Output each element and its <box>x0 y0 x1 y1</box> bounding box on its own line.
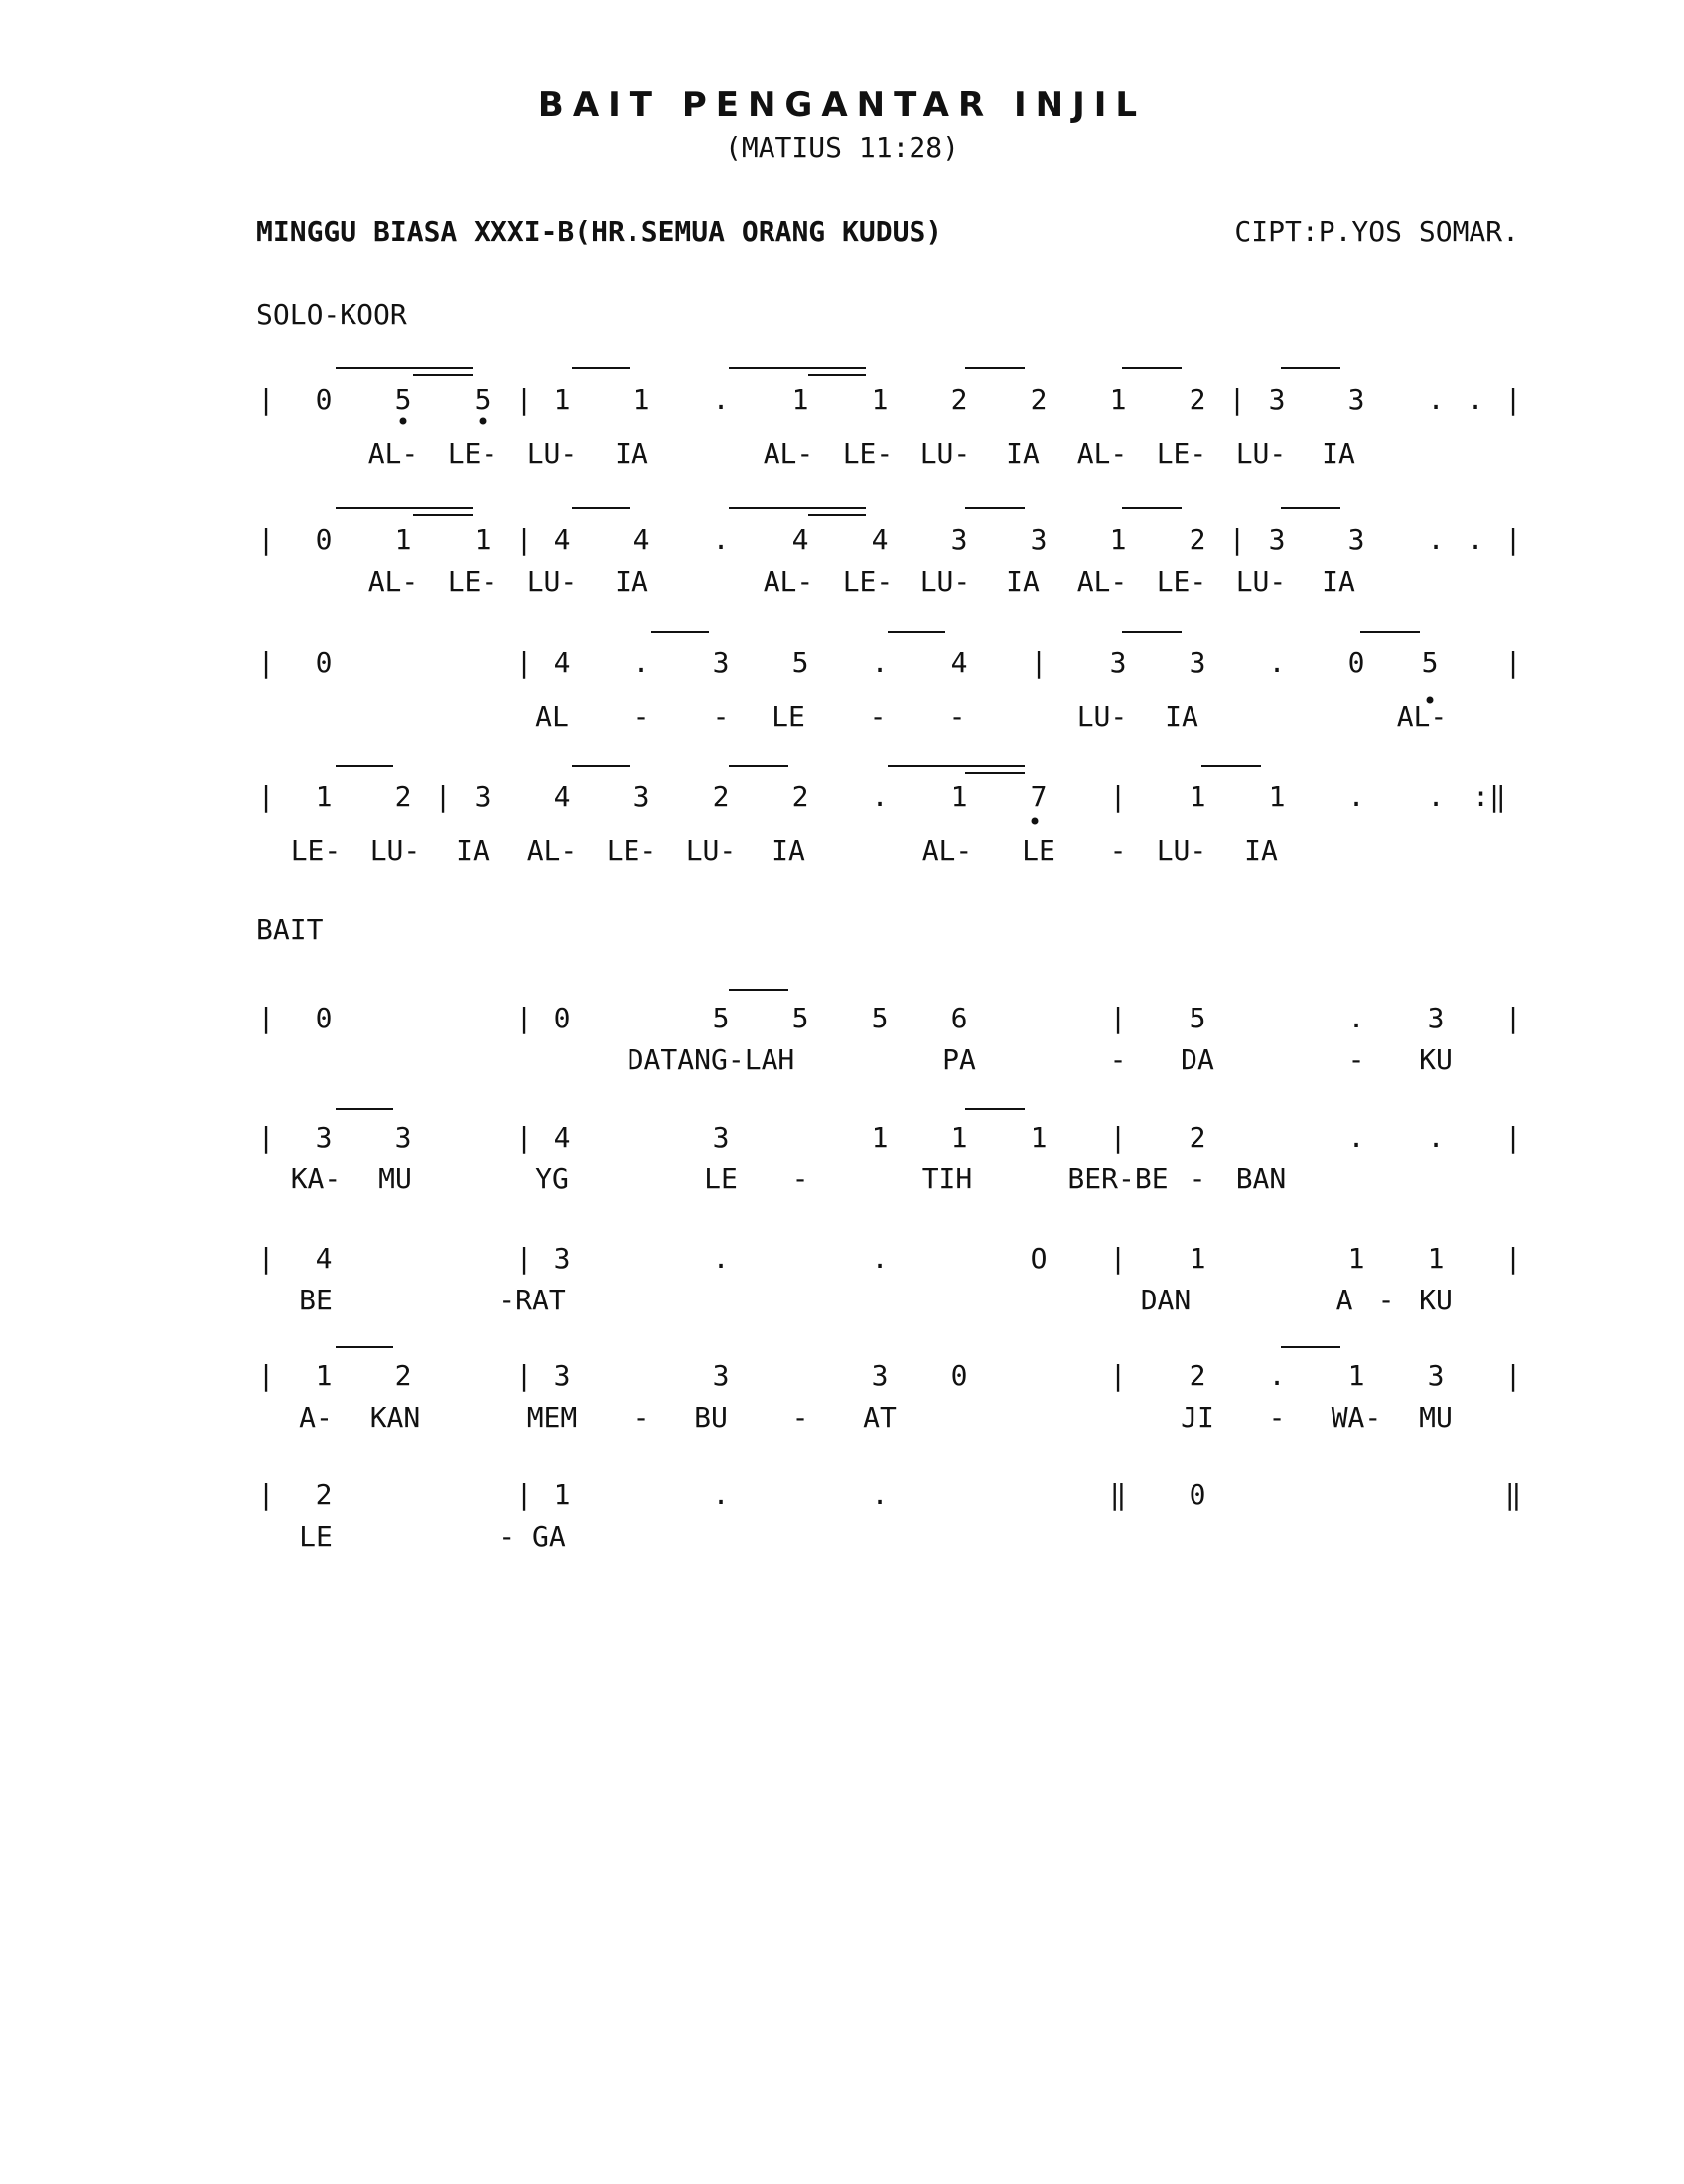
lyric-syllable: KAN <box>369 1401 421 1433</box>
note: 2 <box>791 780 809 813</box>
lyric-syllable: BAN <box>1235 1162 1287 1195</box>
barline: | <box>515 1478 533 1511</box>
barline: | <box>515 383 533 416</box>
system-1 <box>258 383 1522 470</box>
note: 3 <box>712 1359 730 1392</box>
note: 3 <box>394 1121 412 1154</box>
lyric-syllable: AL- <box>1076 565 1128 598</box>
scripture-reference: (MATIUS 11:28) <box>724 131 959 164</box>
barline: | <box>1504 1359 1522 1392</box>
system-7 <box>258 1242 1522 1316</box>
lyric-syllable: LU- <box>1156 834 1207 867</box>
note: . <box>1427 523 1445 556</box>
note: 3 <box>1268 383 1286 416</box>
note: 0 <box>315 523 333 556</box>
lyric-syllable: LE <box>1022 834 1055 867</box>
barline: | <box>1228 523 1246 556</box>
note: 4 <box>315 1242 333 1275</box>
lyric-syllable: MU <box>378 1162 412 1195</box>
lyric-syllable: - GA <box>498 1520 566 1553</box>
note: 1 <box>474 523 491 556</box>
note: 1 <box>950 1121 968 1154</box>
note: 3 <box>553 1359 571 1392</box>
note: 1 <box>394 523 412 556</box>
note: 4 <box>553 646 571 679</box>
note: 1 <box>553 383 571 416</box>
octave-dots <box>400 418 1434 825</box>
lyric-syllable: - <box>791 1162 809 1195</box>
note: 5 <box>1421 646 1439 679</box>
lyric-syllable: - <box>1377 1284 1395 1316</box>
lyric-syllable: LE- <box>606 834 657 867</box>
lyric-syllable: JI <box>1181 1401 1214 1433</box>
note: 1 <box>1347 1359 1365 1392</box>
note: 3 <box>1030 523 1048 556</box>
system-4 <box>258 780 1506 867</box>
note: 3 <box>632 780 650 813</box>
lyric-syllable: MU <box>1419 1401 1453 1433</box>
barline: | <box>257 1002 275 1034</box>
barline: | <box>1109 1359 1127 1392</box>
note: 5 <box>791 1002 809 1034</box>
lyric-syllable: AL- <box>1076 437 1128 470</box>
lyric-syllable: DAN <box>1140 1284 1192 1316</box>
note: 3 <box>1347 523 1365 556</box>
note: 0 <box>315 383 333 416</box>
note: . <box>712 383 730 416</box>
note: 4 <box>871 523 889 556</box>
note: 1 <box>1109 523 1127 556</box>
lyric-syllable: AL- <box>921 834 973 867</box>
note: . <box>1467 383 1484 416</box>
lyric-syllable: LE <box>299 1520 333 1553</box>
note: 3 <box>712 1121 730 1154</box>
lyric-syllable: - <box>632 1401 650 1433</box>
lyric-syllable: YG <box>535 1162 569 1195</box>
barline: | <box>257 1121 275 1154</box>
lyric-syllable: TIH <box>921 1162 973 1195</box>
lyric-syllable: IA <box>1006 565 1040 598</box>
note: 3 <box>1427 1359 1445 1392</box>
lyric-syllable: AL- <box>367 565 419 598</box>
system-5 <box>258 1002 1522 1076</box>
barline: | <box>257 780 275 813</box>
lyric-syllable: WA- <box>1331 1401 1382 1433</box>
barline: | <box>1109 1121 1127 1154</box>
note: 1 <box>950 780 968 813</box>
barline: | <box>257 383 275 416</box>
lyric-syllable: IA <box>1322 565 1355 598</box>
lyric-syllable: IA <box>615 565 648 598</box>
composer-label: CIPT:P.YOS SOMAR. <box>1234 215 1519 248</box>
note: 1 <box>791 383 809 416</box>
lyric-syllable: IA <box>615 437 648 470</box>
lyric-syllable: - <box>632 700 650 733</box>
lyric-syllable: - <box>712 700 730 733</box>
lyric-syllable: A <box>1335 1284 1353 1316</box>
barline: | <box>515 1242 533 1275</box>
note: 2 <box>394 780 412 813</box>
lyric-syllable: LE <box>772 700 805 733</box>
barline: | <box>515 1359 533 1392</box>
barline: | <box>257 646 275 679</box>
barline: | <box>515 646 533 679</box>
lyric-syllable: A- <box>299 1401 333 1433</box>
note: 0 <box>950 1359 968 1392</box>
lyric-syllable: LU- <box>919 565 971 598</box>
barline: ‖ <box>1504 1478 1522 1511</box>
barline: | <box>1504 646 1522 679</box>
lyric-syllable: KA- <box>290 1162 342 1195</box>
note: 5 <box>712 1002 730 1034</box>
note: 3 <box>474 780 491 813</box>
section-label-solo-koor: SOLO-KOOR <box>256 298 407 331</box>
system-3 <box>258 646 1522 733</box>
barline: | <box>1030 646 1048 679</box>
barline: | <box>257 1359 275 1392</box>
note: 4 <box>632 523 650 556</box>
note: 2 <box>1189 1121 1206 1154</box>
lyric-syllable: AL- <box>763 437 814 470</box>
lyric-syllable: KU <box>1419 1043 1453 1076</box>
system-2 <box>258 523 1522 598</box>
note: 2 <box>950 383 968 416</box>
lyric-syllable: LU- <box>1235 565 1287 598</box>
notation-systems <box>258 383 1522 1553</box>
lyric-syllable: LE- <box>1156 565 1207 598</box>
lyric-syllable: LU- <box>526 437 578 470</box>
system-6 <box>258 1121 1522 1195</box>
note: 1 <box>1030 1121 1048 1154</box>
note: . <box>1268 646 1286 679</box>
note: . <box>1427 383 1445 416</box>
lyric-syllable: KU <box>1419 1284 1453 1316</box>
lyric-syllable: AT <box>863 1401 897 1433</box>
lyric-syllable: IA <box>1244 834 1278 867</box>
note: . <box>1347 1002 1365 1034</box>
lyric-syllable: - <box>1109 1043 1127 1076</box>
lyric-syllable: IA <box>1165 700 1198 733</box>
lyric-syllable: - <box>1268 1401 1286 1433</box>
lyric-syllable: LE- <box>290 834 342 867</box>
note: 1 <box>315 780 333 813</box>
lyric-syllable: - <box>948 700 966 733</box>
barline: :‖ <box>1473 780 1506 813</box>
barline: | <box>1109 1242 1127 1275</box>
note: 4 <box>553 780 571 813</box>
note: 1 <box>1189 1242 1206 1275</box>
note: . <box>1347 1121 1365 1154</box>
lyric-syllable: LE <box>704 1162 738 1195</box>
note: 2 <box>712 780 730 813</box>
note: 2 <box>1189 383 1206 416</box>
note: . <box>1427 1121 1445 1154</box>
note: 0 <box>1189 1478 1206 1511</box>
note: 1 <box>1189 780 1206 813</box>
note: . <box>712 1478 730 1511</box>
note: 2 <box>394 1359 412 1392</box>
note: 3 <box>315 1121 333 1154</box>
note: 3 <box>1427 1002 1445 1034</box>
note: 0 <box>1347 646 1365 679</box>
note: 1 <box>1109 383 1127 416</box>
lyric-syllable: AL- <box>763 565 814 598</box>
lyric-syllable: MEM <box>526 1401 578 1433</box>
barline: | <box>434 780 452 813</box>
note: 3 <box>871 1359 889 1392</box>
note: . <box>871 780 889 813</box>
lyric-syllable: AL <box>535 700 569 733</box>
lyric-syllable: - <box>869 700 887 733</box>
page-title: BAIT PENGANTAR INJIL <box>537 85 1147 125</box>
lyric-syllable: LE- <box>447 437 498 470</box>
lyric-syllable: - <box>1109 834 1127 867</box>
lyric-syllable: LU- <box>1235 437 1287 470</box>
note: 3 <box>1189 646 1206 679</box>
note: 1 <box>871 383 889 416</box>
lyric-syllable: -RAT <box>498 1284 566 1316</box>
note: . <box>712 1242 730 1275</box>
lyric-syllable: LU- <box>685 834 737 867</box>
note: 4 <box>553 1121 571 1154</box>
note: 5 <box>791 646 809 679</box>
note: . <box>871 1478 889 1511</box>
note: O <box>1030 1242 1048 1275</box>
lyric-syllable: LU- <box>1076 700 1128 733</box>
barline: | <box>257 523 275 556</box>
note: 1 <box>553 1478 571 1511</box>
lyric-syllable: IA <box>772 834 805 867</box>
note: 5 <box>1189 1002 1206 1034</box>
barline: | <box>1504 383 1522 416</box>
note: 5 <box>871 1002 889 1034</box>
barline: | <box>515 1121 533 1154</box>
lyric-syllable: BER-BE <box>1067 1162 1169 1195</box>
note: 3 <box>553 1242 571 1275</box>
note: . <box>1268 1359 1286 1392</box>
note: . <box>871 646 889 679</box>
lyric-syllable: LE- <box>842 437 894 470</box>
lyric-syllable: LU- <box>919 437 971 470</box>
lyric-syllable: LU- <box>526 565 578 598</box>
note: 0 <box>315 1002 333 1034</box>
note: 6 <box>950 1002 968 1034</box>
lyric-syllable: IA <box>456 834 490 867</box>
lyric-syllable: IA <box>1322 437 1355 470</box>
note: 2 <box>1189 1359 1206 1392</box>
barline: | <box>1504 1002 1522 1034</box>
lyric-syllable: - <box>1347 1043 1365 1076</box>
note: . <box>1347 780 1365 813</box>
note: 4 <box>950 646 968 679</box>
barline: | <box>1228 383 1246 416</box>
note: 3 <box>1268 523 1286 556</box>
barline: | <box>1109 1002 1127 1034</box>
barline: | <box>257 1242 275 1275</box>
note: 3 <box>712 646 730 679</box>
lyric-syllable: AL- <box>526 834 578 867</box>
lyric-syllable: - <box>791 1401 809 1433</box>
note: 3 <box>1109 646 1127 679</box>
note: 0 <box>315 646 333 679</box>
note: 1 <box>1427 1242 1445 1275</box>
lyric-syllable: BE <box>299 1284 333 1316</box>
lyric-syllable: LE- <box>447 565 498 598</box>
lyric-syllable: - <box>1189 1162 1206 1195</box>
note: 7 <box>1030 780 1048 813</box>
note: 3 <box>950 523 968 556</box>
lyric-syllable: LE- <box>842 565 894 598</box>
barline: | <box>1504 1242 1522 1275</box>
barline: | <box>1504 523 1522 556</box>
note: 4 <box>553 523 571 556</box>
lyric-syllable: DATANG-LAH <box>627 1043 795 1076</box>
note: . <box>1427 780 1445 813</box>
barline: | <box>515 1002 533 1034</box>
note: 5 <box>474 383 491 416</box>
note: 3 <box>1347 383 1365 416</box>
note: . <box>871 1242 889 1275</box>
note: 1 <box>871 1121 889 1154</box>
note: . <box>712 523 730 556</box>
lyric-syllable: BU <box>694 1401 728 1433</box>
barline: | <box>1504 1121 1522 1154</box>
barline: | <box>515 523 533 556</box>
lyric-syllable: AL- <box>1396 700 1448 733</box>
barline: ‖ <box>1109 1478 1127 1511</box>
system-8 <box>258 1359 1522 1433</box>
lyric-syllable: PA <box>942 1043 976 1076</box>
note: 2 <box>315 1478 333 1511</box>
note: 2 <box>1030 383 1048 416</box>
lyric-syllable: LE- <box>1156 437 1207 470</box>
system-9 <box>258 1478 1522 1553</box>
barline: | <box>257 1478 275 1511</box>
note: . <box>1467 523 1484 556</box>
note: 1 <box>315 1359 333 1392</box>
note: 1 <box>1347 1242 1365 1275</box>
lyric-syllable: AL- <box>367 437 419 470</box>
note: 4 <box>791 523 809 556</box>
section-label-bait: BAIT <box>256 913 324 946</box>
note: 2 <box>1189 523 1206 556</box>
occasion-label: MINGGU BIASA XXXI-B(HR.SEMUA ORANG KUDUS) <box>256 215 943 248</box>
note: 1 <box>632 383 650 416</box>
lyric-syllable: IA <box>1006 437 1040 470</box>
note: 0 <box>553 1002 571 1034</box>
note: 1 <box>1268 780 1286 813</box>
barline: | <box>1109 780 1127 813</box>
note: . <box>632 646 650 679</box>
lyric-syllable: LU- <box>369 834 421 867</box>
note: 5 <box>394 383 412 416</box>
lyric-syllable: DA <box>1181 1043 1214 1076</box>
